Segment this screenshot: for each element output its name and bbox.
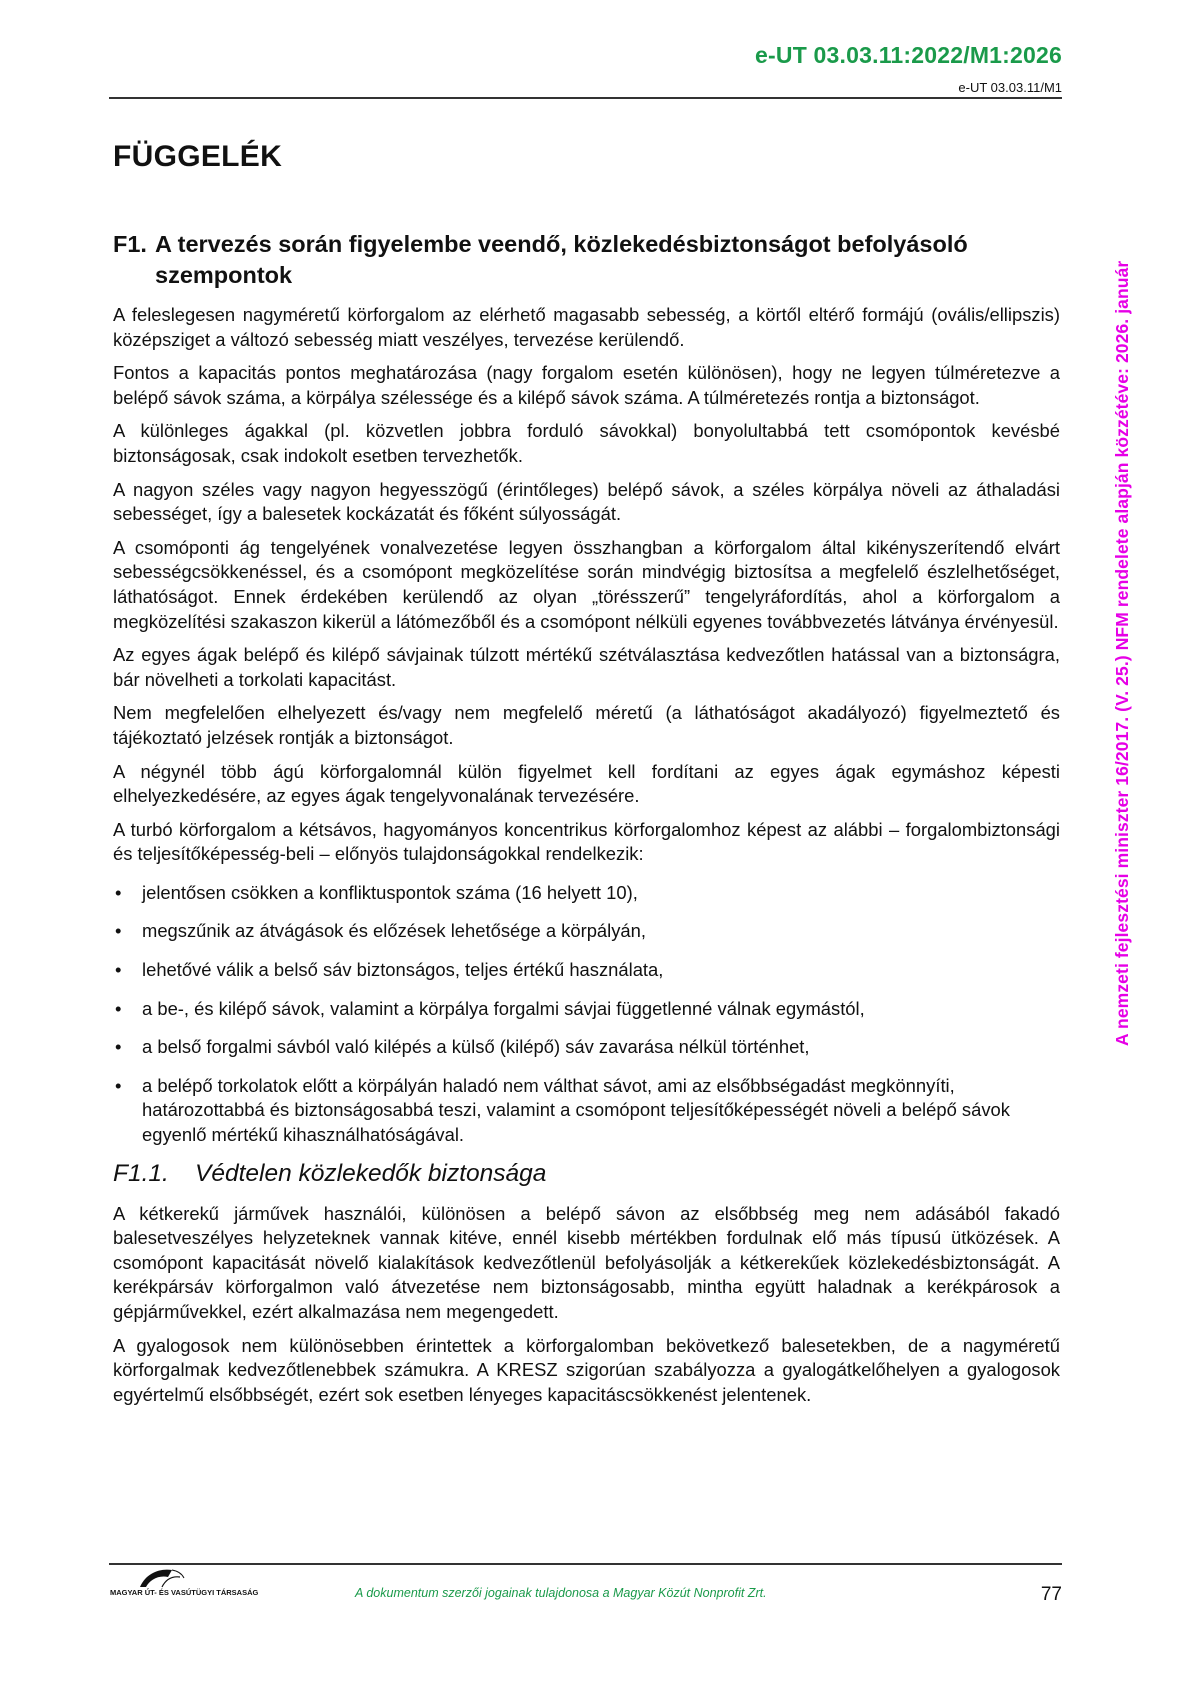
organization-logo [110, 1567, 259, 1607]
list-item [113, 997, 1060, 1022]
list-item-text: jelentősen csökken a konfliktuspontok száma (16 helyett 10), [142, 881, 638, 903]
bullet-icon: • [115, 1036, 122, 1058]
turbo-roundabout-benefits-list [113, 881, 1060, 1148]
list-item [113, 1035, 1060, 1060]
paragraph: A kétkerekű járművek használói, különösen a belépő sávon az elsőbbség meg nem adásából fakadó balesetveszélyes helyzeteknek vannak kitéve, ennél kisebb mértékben fordulnak elő más típusú ütközések. A csomópont kapacitását növelő kialakítások kedvezőtlenül befolyásolják a kétkerekűek közlekedésbiztonságát. A kerékpársáv körforgalmon való átvezetése nem biztonságosabb, mintha együtt haladnak a kerékpárosok a gépjárművekkel, ezért alkalmazása nem megengedett. [113, 1202, 1060, 1322]
bullet-icon: • [115, 997, 122, 1019]
paragraph: Nem megfelelően elhelyezett és/vagy nem megfelelő méretű (a láthatóságot akadályozó) figyelmeztető és tájékoztató jelzések rontják a biztonságot. [113, 702, 1060, 748]
paragraph: A különleges ágakkal (pl. közvetlen jobbra forduló sávokkal) bonyolultabbá tett csomópontok kevésbé biztonságosak, csak indokolt esetben tervezhetők. [113, 420, 1060, 466]
list-item-text: a belépő torkolatok előtt a körpályán haladó nem válthat sávot, ami az elsőbbségadást megkönnyíti, határozottabbá és biztonságosabbá teszi, valamint a csomópont teljesítőképességét növeli a belépő sávok egyenlő mértékű kihasználhatóságával. [142, 1074, 1010, 1146]
paragraph: A feleslegesen nagyméretű körforgalom az elérhető magasabb sebesség, a körtől eltérő formájú (ovális/ellipszis) középsziget a változó sebesség miatt veszélyes, tervezése kerülendő. [113, 304, 1060, 350]
list-item-text: a belső forgalmi sávból való kilépés a külső (kilépő) sáv zavarása nélkül történhet, [142, 1036, 810, 1058]
paragraph: A négynél több ágú körforgalomnál külön figyelmet kell fordítani az egyes ágak egymáshoz képesti elhelyezkedésére, az egyes ágak tengelyvonalának tervezésére. [113, 760, 1060, 807]
bullet-icon: • [115, 920, 122, 942]
list-item-text: a be-, és kilépő sávok, valamint a körpálya forgalmi sávjai függetlenné válnak egymástól, [142, 997, 865, 1019]
bullet-icon: • [115, 959, 122, 981]
document-subcode: e-UT 03.03.11/M1 [958, 80, 1062, 95]
section-number: F1. [113, 231, 147, 257]
appendix-title: FÜGGELÉK [113, 140, 283, 173]
page-content [113, 140, 1060, 1407]
subsection-title: Védtelen közlekedők biztonsága [195, 1159, 547, 1187]
paragraph: A turbó körforgalom a kétsávos, hagyományos koncentrikus körforgalomhoz képest az alábbi – forgalombiztonsági és teljesítőképesség-beli – előnyös tulajdonságokkal rendelkezik: [113, 818, 1060, 865]
paragraph: A gyalogosok nem különösebben érintettek a körforgalomban bekövetkező balesetekben, de a nagyméretű körforgalmak kedvezőtlenebbek számukra. A KRESZ szigorúan szabályozza a gyalogátkelőhelyen a gyalogosok egyértelmű elsőbbségét, ezért sok esetben lényeges kapacitáscsökkenést jelentenek. [113, 1334, 1060, 1405]
subsection-heading [113, 1158, 1060, 1190]
list-item-text: megszűnik az átvágások és előzések lehetősége a körpályán, [142, 920, 647, 942]
footer-divider [109, 1563, 1062, 1565]
paragraph: Fontos a kapacitás pontos meghatározása (nagy forgalom esetén különösen), hogy ne legyen túlméretezve a belépő sávok száma, a körpálya szélessége és a kilépő sávok száma. A túlméretezés rontja a biztonságot. [113, 362, 1060, 408]
section-heading [113, 229, 1060, 291]
bullet-icon: • [115, 1074, 122, 1096]
bullet-icon: • [115, 881, 122, 903]
copyright-notice: A dokumentum szerzői jogainak tulajdonosa a Magyar Közút Nonprofit Zrt. [355, 1586, 767, 1600]
list-item [113, 1074, 1060, 1148]
subsection-number: F1.1. [113, 1159, 169, 1187]
document-code: e-UT 03.03.11:2022/M1:2026 [755, 42, 1062, 68]
list-item [113, 881, 1060, 906]
paragraph: A nagyon széles vagy nagyon hegyesszögű (érintőleges) belépő sávok, a széles körpálya növeli az áthaladási sebességet, így a balesetek kockázatát és főként súlyosságát. [113, 478, 1060, 525]
section-title: A tervezés során figyelembe veendő, közlekedésbiztonságot befolyásoló szempontok [155, 231, 968, 288]
list-item-text: lehetővé válik a belső sáv biztonságos, teljes értékű használata, [142, 959, 664, 981]
organization-name: MAGYAR ÚT- ÉS VASÚTÜGYI TÁRSASÁG [110, 1588, 259, 1597]
paragraph: A csomóponti ág tengelyének vonalvezetése legyen összhangban a körforgalom által kikényszerítendő elvárt sebességcsökkenéssel, és a csomópont megközelítése során mindvégig biztosítsa a megfelelő észlelhetőséget, láthatóságot. Ennek érdekében kerülendő az olyan „törésszerű” tengelyráfordítás, ahol a körforgalom a megközelítési szakaszon kikerül a látómezőből és a csomópont nélküli egyenes továbbvezetés látványa érvényesül. [113, 536, 1060, 632]
list-item [113, 919, 1060, 944]
list-item [113, 958, 1060, 983]
header-divider [109, 97, 1062, 99]
page-number: 77 [1040, 1584, 1062, 1605]
paragraph: Az egyes ágak belépő és kilépő sávjainak túlzott mértékű szétválasztása kedvezőtlen hatással van a biztonságra, bár növelheti a torkolati kapacitást. [113, 644, 1060, 690]
publication-side-note: A nemzeti fejlesztési miniszter 16/2017. (V. 25.) NFM rendelete alapján közzétéve: 2026. január [1112, 260, 1132, 1046]
road-swoosh-icon [110, 1567, 250, 1589]
